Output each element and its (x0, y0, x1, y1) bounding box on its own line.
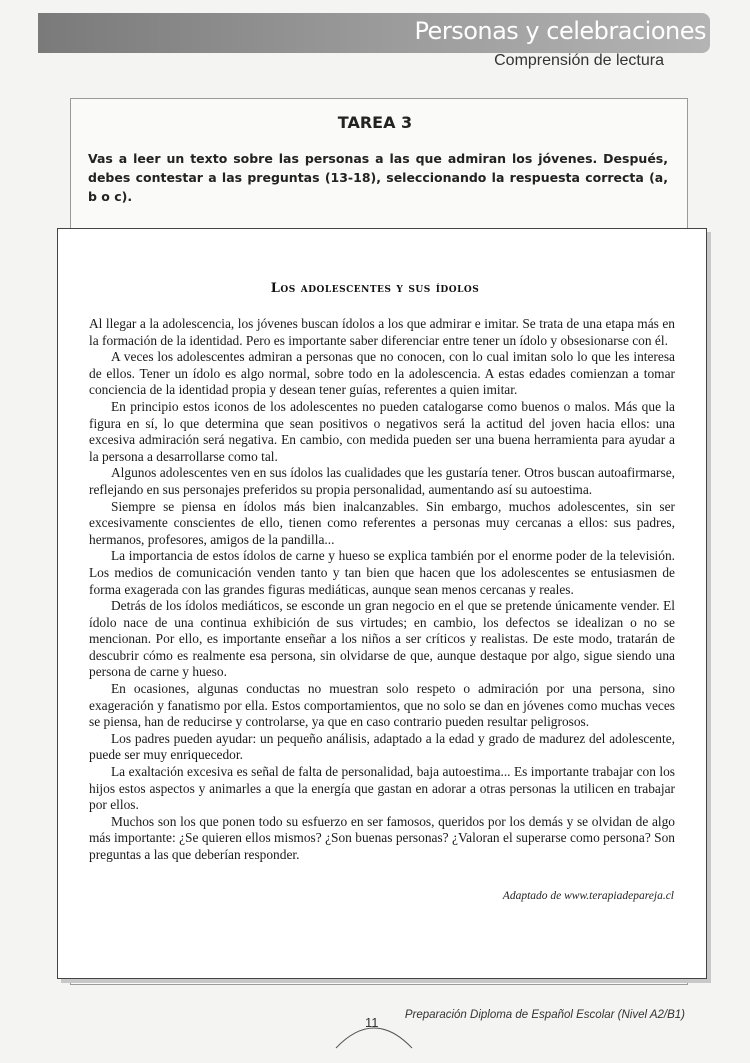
article-paragraph: En ocasiones, algunas conductas no muestran solo respeto o admiración por una persona, sino exageración y fanatismo por ella. Estos comportamientos, que no solo se dan en jóvenes como muchas veces se piensa, han de reducirse y controlarse, ya que en caso contrario pueden resultar peligrosos. (89, 681, 675, 730)
section-title: Personas y celebraciones (414, 17, 706, 45)
article-paragraph: A veces los adolescentes admiran a personas que no conocen, con lo cual imitan solo lo que les interesa de ellos. Tener un ídolo es algo normal, sobre todo en la adolescencia. A estas edades comienzan a tomar conciencia de la identidad propia y desean tener guías, referentes a quien imitar. (89, 349, 675, 398)
article-paragraph: Siempre se piensa en ídolos más bien inalcanzables. Sin embargo, muchos adolescentes, sin ser excesivamente conscientes de ello, tienen como referentes a personas muy cercanas a ellos: sus padres, hermanos, profesores, amigos de la pandilla... (89, 498, 675, 547)
article-paragraph: La exaltación excesiva es señal de falta de personalidad, baja autoestima... Es importante trabajar con los hijos estos aspectos y animarles a que la energía que gastan en adorar a otras personas la utilicen en trabajar por ellos. (89, 764, 675, 813)
article-paragraph: Al llegar a la adolescencia, los jóvenes buscan ídolos a los que admirar e imitar. Se trata de una etapa más en la formación de la identidad. Pero es importante saber diferenciar entre tener un ídolo y obsesionarse con él. (89, 316, 675, 348)
page-number: 11 (365, 1015, 379, 1030)
article-paragraph: La importancia de estos ídolos de carne y hueso se explica también por el enorme poder de la televisión. Los medios de comunicación venden tanto y tan bien que hacen que los adolescentes se entusiasmen de forma exagerada con las grandes figuras mediáticas, aunque sean menos cercanas y reales. (89, 548, 675, 597)
article-paragraph: Muchos son los que ponen todo su esfuerzo en ser famosos, queridos por los demás y se olvidan de algo más importante: ¿Se quieren ellos mismos? ¿Son buenas personas? ¿Valoran el superarse como persona? Son preguntas a las que deberían responder. (89, 813, 675, 862)
article-paragraph: Detrás de los ídolos mediáticos, se esconde un gran negocio en el que se pretende únicamente vender. El ídolo nace de una continua exhibición de sus virtudes; en cambio, los defectos se idealizan o no se mencionan. Por ello, es importante enseñar a los niños a ser críticos y realistas. De este modo, tratarán de descubrir cómo es realmente esa persona, sin olvidarse de que, aunque destaque por algo, sigue siendo una persona de carne y hueso. (89, 598, 675, 680)
footer-text: Preparación Diploma de Español Escolar (Nivel A2/B1) (404, 1009, 685, 1021)
article-paragraph: En principio estos iconos de los adolescentes no pueden catalogarse como buenos o malos. Más que la figura en sí, lo que determina que sean positivos o negativos será la actitud del joven hacia ellos: una excesiva admiración será negativa. En cambio, con medida pueden ser una buena herramienta para ayudar a la persona a desarrollarse como tal. (89, 398, 675, 464)
article-body (89, 316, 675, 864)
article-paragraph: Los padres pueden ayudar: un pequeño análisis, adaptado a la edad y grado de madurez del adolescente, puede ser muy enriquecedor. (89, 730, 675, 763)
article-source: Adaptado de www.terapiadepareja.cl (502, 890, 674, 902)
article-paragraph: Algunos adolescentes ven en sus ídolos las cualidades que les gustaría tener. Otros buscan autoafirmarse, reflejando en sus personajes preferidos su propia personalidad, aumentando así su autoestima. (89, 465, 675, 497)
article-title: Los adolescentes y sus ídolos (270, 281, 480, 296)
task-title: TAREA 3 (337, 113, 413, 132)
task-instructions: Vas a leer un texto sobre las personas a las que admiran los jóvenes. Después, debes contestar a las preguntas (13-18), seleccionando la respuesta correcta (a, b o c). (88, 151, 668, 204)
section-subtitle: Comprensión de lectura (494, 52, 664, 69)
